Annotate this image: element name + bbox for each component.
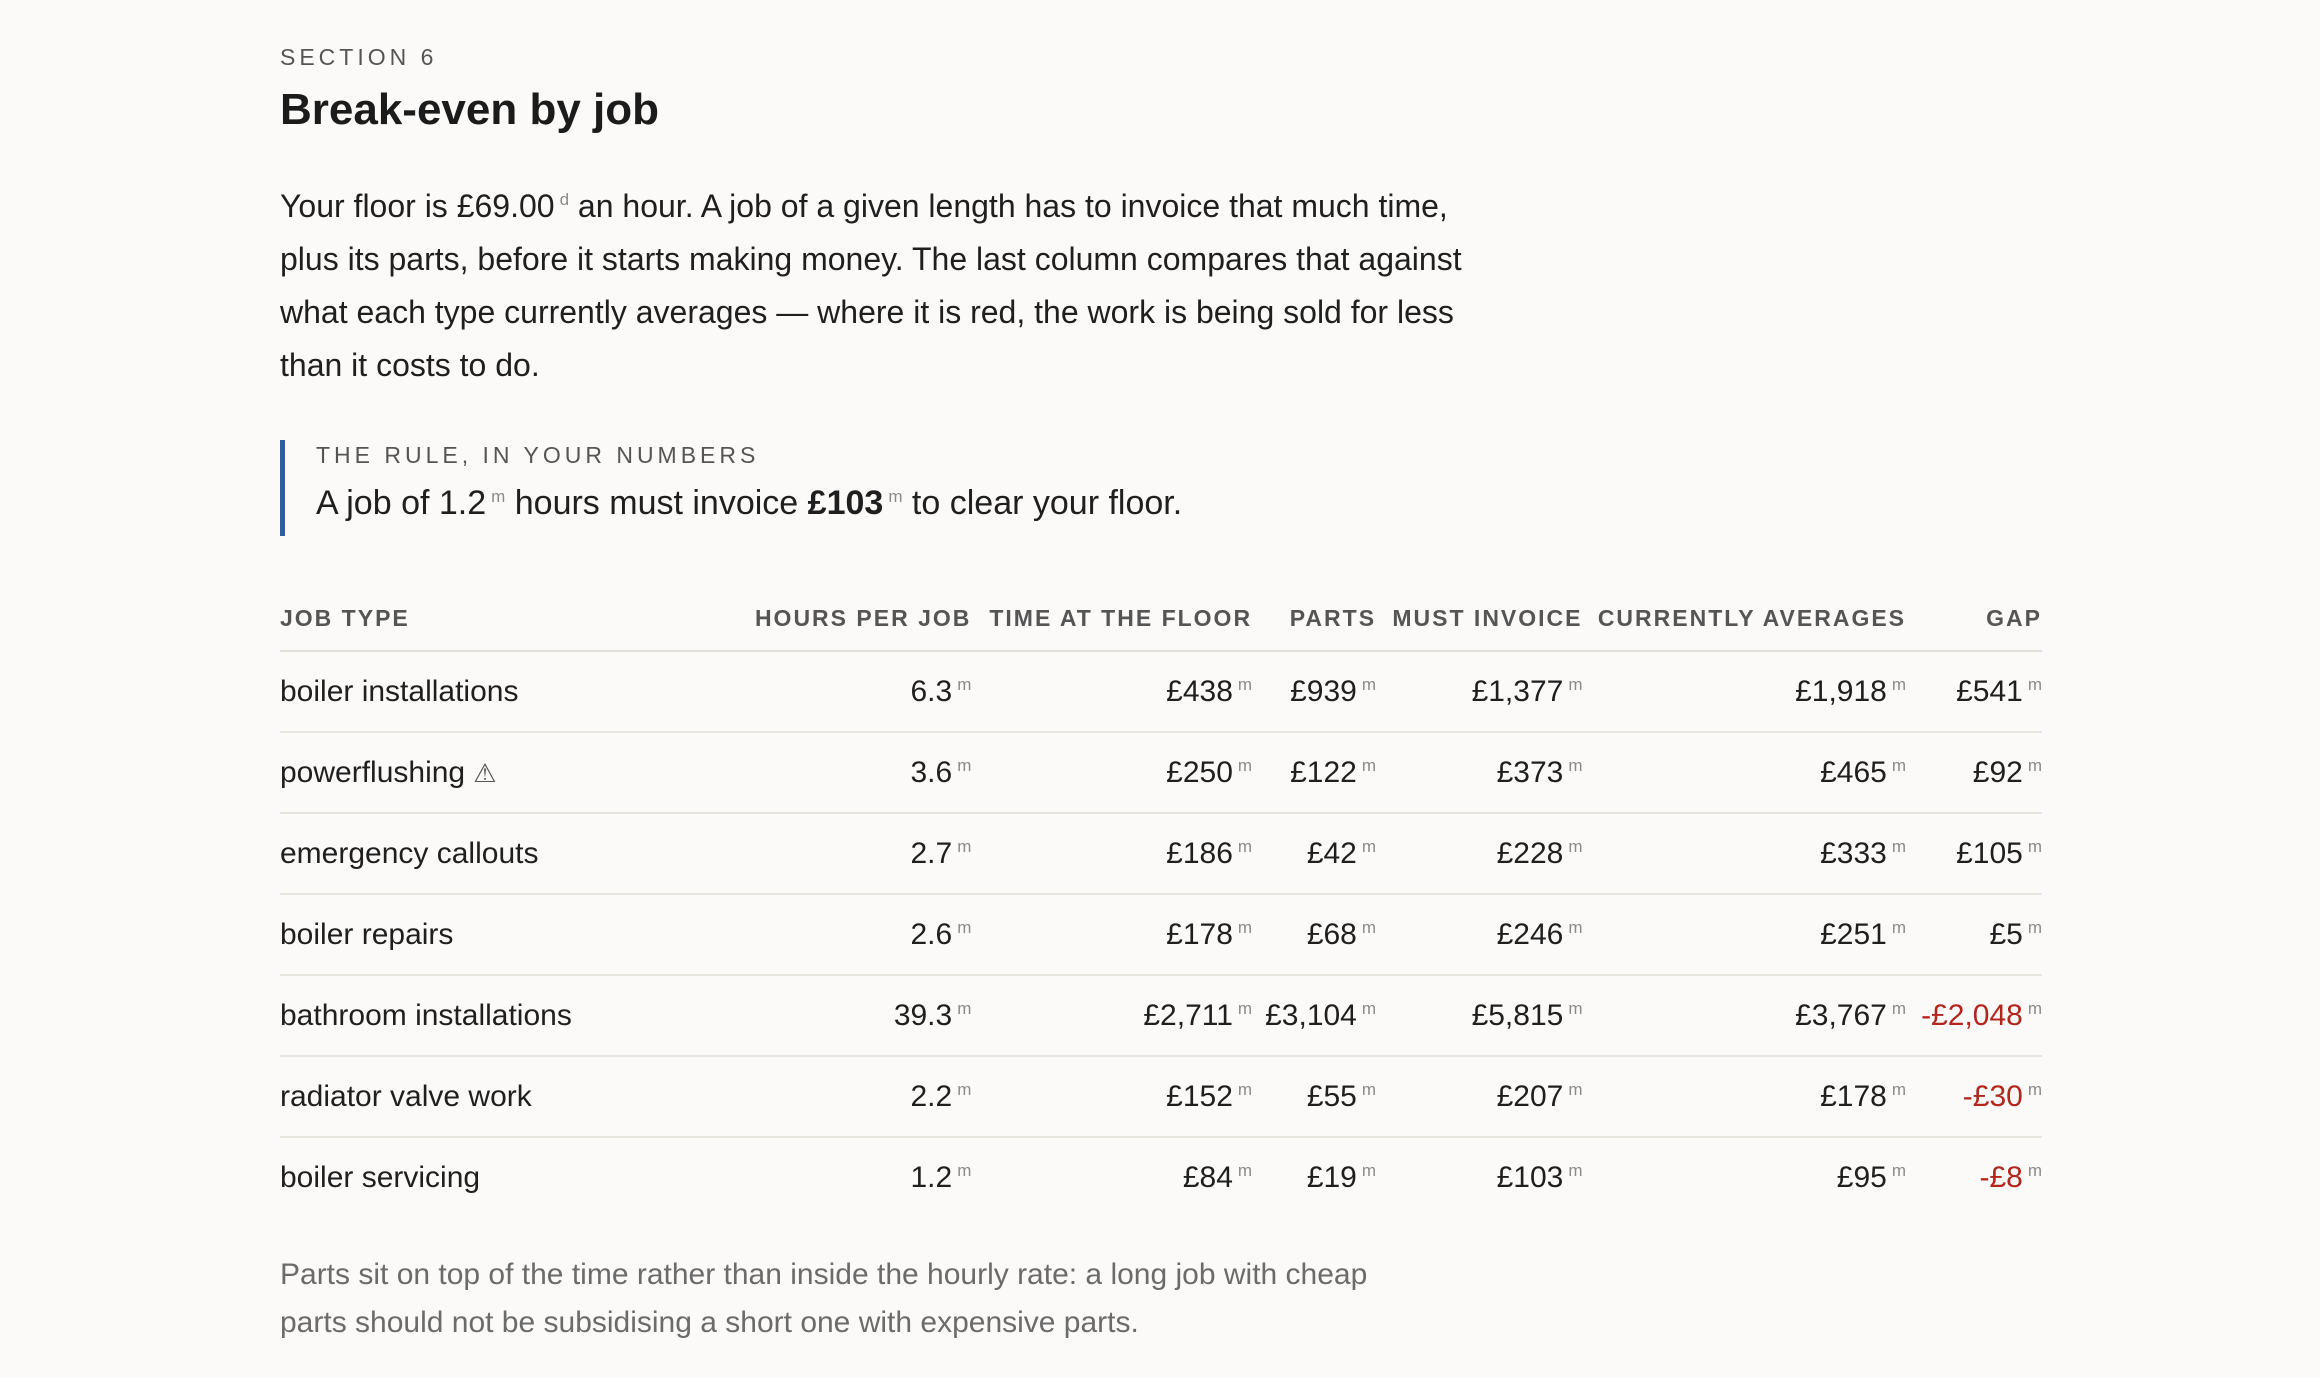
invoice-value: £103 bbox=[1496, 1160, 1564, 1194]
estimate-marker: m bbox=[1568, 998, 1583, 1018]
table-header-row bbox=[280, 586, 2042, 651]
hours-cell bbox=[624, 732, 971, 813]
hours-cell bbox=[624, 894, 971, 975]
estimate-marker: m bbox=[2027, 1160, 2042, 1180]
job-type-label: bathroom installations bbox=[280, 998, 572, 1032]
estimate-marker: m bbox=[1891, 674, 1907, 694]
parts-value: £68 bbox=[1306, 917, 1357, 951]
rule-text-b: hours must invoice bbox=[505, 484, 808, 522]
avg-value: £178 bbox=[1820, 1079, 1887, 1113]
invoice-cell bbox=[1376, 894, 1582, 975]
gap-cell bbox=[1906, 651, 2042, 732]
avg-value: £465 bbox=[1820, 755, 1887, 789]
hours-cell bbox=[624, 651, 971, 732]
break-even-table bbox=[280, 586, 2042, 1217]
rule-label: THE RULE, IN YOUR NUMBERS bbox=[316, 442, 760, 468]
gap-value: £541 bbox=[1956, 674, 2023, 708]
content bbox=[280, 40, 2040, 1347]
estimate-marker: m bbox=[957, 674, 972, 694]
gap-cell bbox=[1906, 1056, 2042, 1137]
floor-value: £152 bbox=[1166, 1079, 1233, 1113]
estimate-marker: m bbox=[2027, 1079, 2042, 1099]
hours-value: 2.2 bbox=[910, 1079, 953, 1113]
estimate-marker: m bbox=[1568, 1160, 1583, 1180]
warning-icon: ⚠ bbox=[473, 757, 497, 788]
hours-value: 39.3 bbox=[893, 998, 953, 1032]
invoice-cell bbox=[1376, 651, 1582, 732]
estimate-marker: m bbox=[957, 755, 972, 775]
floor-cell bbox=[971, 1137, 1252, 1217]
header-averages: CURRENTLY AVERAGES bbox=[1583, 586, 1907, 651]
avg-value: £333 bbox=[1820, 836, 1887, 870]
job-type-cell bbox=[280, 813, 624, 894]
rule-marker-b: m bbox=[888, 486, 903, 506]
intro-text-rest: an hour. A job of a given length has to invoice that much time, plus its parts, before it starts making money. The last column compares that against what each type currently averages — where it is red, the work is being sold for less than it costs to do. bbox=[280, 188, 1462, 383]
estimate-marker: m bbox=[1361, 1160, 1377, 1180]
rule-amount: £103 bbox=[807, 484, 884, 522]
hours-cell bbox=[624, 1137, 971, 1217]
estimate-marker: m bbox=[1237, 998, 1253, 1018]
estimate-marker: m bbox=[1361, 836, 1377, 856]
gap-cell bbox=[1906, 894, 2042, 975]
invoice-cell bbox=[1376, 1137, 1582, 1217]
header-parts: PARTS bbox=[1252, 586, 1376, 651]
parts-value: £42 bbox=[1306, 836, 1357, 870]
hours-cell bbox=[624, 975, 971, 1056]
parts-cell bbox=[1252, 975, 1376, 1056]
avg-cell bbox=[1583, 813, 1907, 894]
estimate-marker: m bbox=[1237, 755, 1253, 775]
table-row bbox=[280, 813, 2042, 894]
parts-value: £122 bbox=[1290, 755, 1357, 789]
table-row bbox=[280, 732, 2042, 813]
invoice-cell bbox=[1376, 732, 1582, 813]
intro-paragraph bbox=[280, 180, 1480, 392]
hours-value: 2.7 bbox=[910, 836, 953, 870]
parts-cell bbox=[1252, 1056, 1376, 1137]
invoice-cell bbox=[1376, 1056, 1582, 1137]
hours-value: 1.2 bbox=[910, 1160, 953, 1194]
header-job-type: JOB TYPE bbox=[280, 586, 624, 651]
hours-value: 2.6 bbox=[910, 917, 953, 951]
parts-cell bbox=[1252, 813, 1376, 894]
estimate-marker: m bbox=[1568, 755, 1583, 775]
parts-cell bbox=[1252, 1137, 1376, 1217]
estimate-marker: m bbox=[2027, 917, 2042, 937]
avg-cell bbox=[1583, 1137, 1907, 1217]
gap-value: -£30 bbox=[1962, 1079, 2023, 1113]
job-type-cell bbox=[280, 651, 624, 732]
estimate-marker: m bbox=[1361, 674, 1377, 694]
estimate-marker: m bbox=[1237, 1160, 1253, 1180]
hours-value: 3.6 bbox=[910, 755, 953, 789]
estimate-marker: m bbox=[2027, 836, 2042, 856]
estimate-marker: m bbox=[1361, 1079, 1377, 1099]
floor-cell bbox=[971, 1056, 1252, 1137]
job-type-cell bbox=[280, 975, 624, 1056]
gap-cell bbox=[1906, 813, 2042, 894]
job-type-label: boiler servicing bbox=[280, 1160, 481, 1194]
table-body bbox=[280, 651, 2042, 1217]
estimate-marker: m bbox=[1891, 1079, 1907, 1099]
floor-value: £438 bbox=[1166, 674, 1233, 708]
parts-value: £3,104 bbox=[1265, 998, 1357, 1032]
table-row bbox=[280, 975, 2042, 1056]
header-invoice: MUST INVOICE bbox=[1376, 586, 1582, 651]
avg-cell bbox=[1583, 975, 1907, 1056]
avg-value: £3,767 bbox=[1795, 998, 1887, 1032]
rule-marker-a: m bbox=[491, 486, 506, 506]
rule-text-c: to clear your floor. bbox=[902, 484, 1183, 522]
invoice-value: £1,377 bbox=[1471, 674, 1564, 708]
footnote: Parts sit on top of the time rather than inside the hourly rate: a long job with cheap parts should not be subsidising a short one with expensive parts. bbox=[280, 1258, 1368, 1339]
parts-value: £55 bbox=[1306, 1079, 1357, 1113]
floor-value: £250 bbox=[1166, 755, 1233, 789]
header-floor: TIME AT THE FLOOR bbox=[971, 586, 1252, 651]
job-type-label: emergency callouts bbox=[280, 836, 539, 870]
estimate-marker: m bbox=[2027, 755, 2042, 775]
floor-value: £178 bbox=[1166, 917, 1233, 951]
job-type-cell bbox=[280, 1137, 624, 1217]
header-gap: GAP bbox=[1906, 586, 2042, 651]
hours-cell bbox=[624, 813, 971, 894]
invoice-value: £228 bbox=[1496, 836, 1564, 870]
floor-cell bbox=[971, 894, 1252, 975]
parts-cell bbox=[1252, 732, 1376, 813]
estimate-marker: m bbox=[1361, 917, 1377, 937]
floor-cell bbox=[971, 975, 1252, 1056]
header-hours: HOURS PER JOB bbox=[624, 586, 971, 651]
gap-value: -£2,048 bbox=[1921, 998, 2023, 1032]
estimate-marker: m bbox=[957, 917, 972, 937]
estimate-marker: m bbox=[1891, 836, 1907, 856]
job-type-cell bbox=[280, 894, 624, 975]
intro-text-start: Your floor is £69.00 bbox=[280, 188, 555, 224]
estimate-marker: m bbox=[2027, 998, 2042, 1018]
estimate-marker: m bbox=[1891, 1160, 1907, 1180]
estimate-marker: m bbox=[957, 836, 972, 856]
section-eyebrow: SECTION 6 bbox=[280, 44, 438, 70]
hours-value: 6.3 bbox=[910, 674, 953, 708]
avg-value: £95 bbox=[1836, 1160, 1887, 1194]
rule-callout bbox=[280, 440, 2040, 536]
estimate-marker: m bbox=[1891, 755, 1907, 775]
invoice-value: £373 bbox=[1496, 755, 1564, 789]
avg-value: £1,918 bbox=[1795, 674, 1887, 708]
estimate-marker: m bbox=[1237, 836, 1253, 856]
rule-text bbox=[316, 478, 2040, 528]
estimate-marker: m bbox=[957, 1160, 972, 1180]
invoice-value: £246 bbox=[1496, 917, 1564, 951]
gap-value: £5 bbox=[1989, 917, 2023, 951]
floor-value: £84 bbox=[1182, 1160, 1233, 1194]
estimate-marker: m bbox=[1891, 917, 1907, 937]
parts-cell bbox=[1252, 651, 1376, 732]
gap-value: £105 bbox=[1956, 836, 2023, 870]
job-type-cell bbox=[280, 1056, 624, 1137]
table-row bbox=[280, 651, 2042, 732]
job-type-label: boiler installations bbox=[280, 674, 519, 708]
job-type-label: powerflushing bbox=[280, 755, 466, 789]
avg-cell bbox=[1583, 651, 1907, 732]
estimate-marker: m bbox=[1568, 674, 1583, 694]
floor-value: £2,711 bbox=[1143, 998, 1233, 1032]
job-type-label: radiator valve work bbox=[280, 1079, 532, 1113]
estimate-marker: m bbox=[957, 998, 972, 1018]
gap-value: £92 bbox=[1972, 755, 2023, 789]
gap-cell bbox=[1906, 732, 2042, 813]
estimate-marker: m bbox=[1568, 836, 1583, 856]
avg-cell bbox=[1583, 1056, 1907, 1137]
parts-value: £19 bbox=[1306, 1160, 1357, 1194]
table-row bbox=[280, 1137, 2042, 1217]
floor-cell bbox=[971, 732, 1252, 813]
avg-value: £251 bbox=[1820, 917, 1887, 951]
invoice-cell bbox=[1376, 975, 1582, 1056]
gap-cell bbox=[1906, 975, 2042, 1056]
estimate-marker: m bbox=[1361, 755, 1377, 775]
table-row bbox=[280, 1056, 2042, 1137]
job-type-label: boiler repairs bbox=[280, 917, 454, 951]
avg-cell bbox=[1583, 894, 1907, 975]
invoice-cell bbox=[1376, 813, 1582, 894]
estimate-marker: m bbox=[2027, 674, 2042, 694]
floor-marker: d bbox=[559, 190, 570, 210]
parts-cell bbox=[1252, 894, 1376, 975]
page-title: Break-even by job bbox=[280, 85, 660, 134]
estimate-marker: m bbox=[1237, 917, 1253, 937]
avg-cell bbox=[1583, 732, 1907, 813]
parts-value: £939 bbox=[1290, 674, 1357, 708]
estimate-marker: m bbox=[1891, 998, 1907, 1018]
estimate-marker: m bbox=[957, 1079, 972, 1099]
estimate-marker: m bbox=[1237, 1079, 1253, 1099]
invoice-value: £5,815 bbox=[1471, 998, 1564, 1032]
table-row bbox=[280, 894, 2042, 975]
estimate-marker: m bbox=[1237, 674, 1253, 694]
floor-cell bbox=[971, 813, 1252, 894]
gap-cell bbox=[1906, 1137, 2042, 1217]
gap-value: -£8 bbox=[1979, 1160, 2023, 1194]
estimate-marker: m bbox=[1361, 998, 1377, 1018]
job-type-cell bbox=[280, 732, 624, 813]
estimate-marker: m bbox=[1568, 917, 1583, 937]
rule-text-a: A job of 1.2 bbox=[316, 484, 487, 522]
estimate-marker: m bbox=[1568, 1079, 1583, 1099]
invoice-value: £207 bbox=[1496, 1079, 1564, 1113]
hours-cell bbox=[624, 1056, 971, 1137]
floor-value: £186 bbox=[1166, 836, 1233, 870]
floor-cell bbox=[971, 651, 1252, 732]
